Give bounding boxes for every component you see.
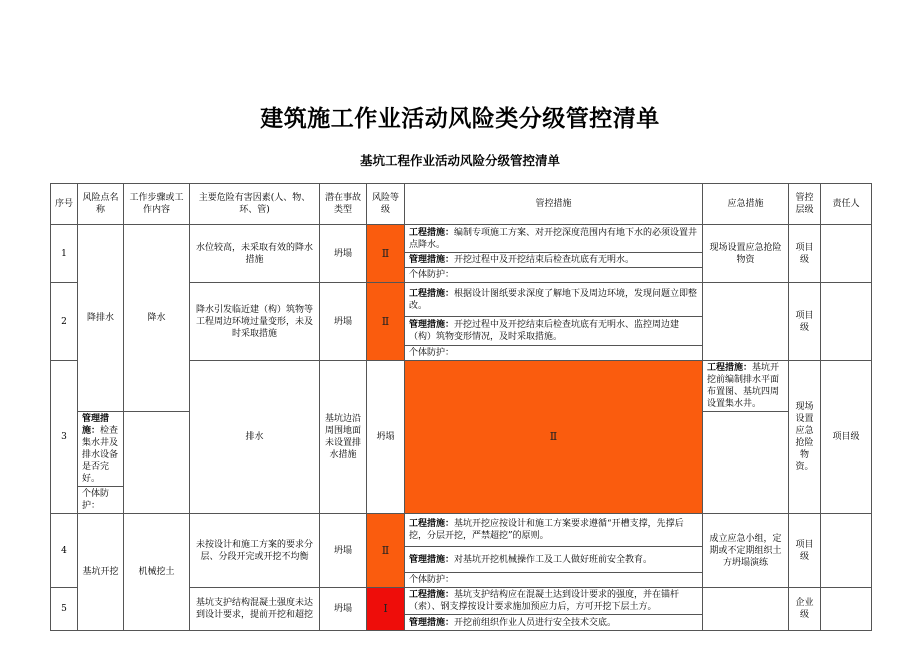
owner-cell <box>821 514 872 588</box>
accident-cell: 坍塌 <box>367 361 405 514</box>
risk-point-cell: 降排水 <box>78 225 124 412</box>
hazard-cell: 基坑支护结构混凝土强度未达到设计要求，提前开挖和超挖 <box>190 588 320 631</box>
table-row <box>51 225 872 253</box>
control-level-cell: 项目级 <box>789 514 821 588</box>
risk-level-badge: Ⅱ <box>405 361 703 514</box>
measure-text: 对基坑开挖机械操作工及工人做好班前安全教育。 <box>454 554 653 565</box>
header-emergency: 应急措施 <box>703 184 789 225</box>
table-row <box>51 514 872 547</box>
header-control-level: 管控层级 <box>789 184 821 225</box>
row-seq: 3 <box>51 361 78 514</box>
engineering-measure <box>703 361 789 412</box>
risk-level-badge: Ⅱ <box>367 514 405 588</box>
owner-cell <box>821 283 872 361</box>
row-seq: 2 <box>51 283 78 361</box>
row-seq: 1 <box>51 225 78 283</box>
control-level-cell: 项目级 <box>821 361 872 514</box>
measure-label: 工程措施： <box>409 590 455 600</box>
page-title: 建筑施工作业活动风险类分级管控清单 <box>260 106 660 132</box>
measure-label: 工程措施： <box>409 288 455 299</box>
engineering-measure <box>405 588 703 615</box>
emergency-cell: 现场设置应急抢险物资。 <box>789 361 821 514</box>
accident-cell: 坍塌 <box>320 283 367 361</box>
management-measure <box>405 253 703 268</box>
header-owner: 责任人 <box>821 184 872 225</box>
measure-text: 基坑开挖应按设计和施工方案要求遵循“开槽支撑，先撑后挖，分层开挖，严禁超挖”的原则。 <box>409 519 684 541</box>
personal-protection <box>78 487 124 514</box>
accident-cell: 坍塌 <box>320 588 367 631</box>
header-control: 管控措施 <box>405 184 703 225</box>
emergency-cell: 现场设置应急抢险物资 <box>703 225 789 283</box>
measure-text: 根据设计图纸要求深度了解地下及周边环境，发现问题立即整改。 <box>409 288 698 311</box>
measure-label: 管理措施： <box>409 320 455 330</box>
measure-text: 基坑支护结构应在混凝土达到设计要求的强度，并在锚杆（索）、钢支撑按设计要求施加预应力后，方可开挖下层土方。 <box>409 590 680 612</box>
accident-cell: 坍塌 <box>320 514 367 588</box>
measure-label: 工程措施： <box>409 227 455 238</box>
measure-label: 个体防护： <box>409 348 455 358</box>
row-seq: 4 <box>51 514 78 588</box>
measure-label: 管理措施： <box>409 554 455 565</box>
owner-cell <box>821 588 872 631</box>
management-measure <box>78 412 124 487</box>
emergency-cell <box>703 588 789 631</box>
risk-level-badge: Ⅱ <box>367 225 405 283</box>
measure-label: 工程措施： <box>409 519 455 529</box>
control-level-cell: 项目级 <box>789 225 821 283</box>
personal-protection <box>405 346 703 361</box>
risk-point-cell: 基坑开挖 <box>78 514 124 631</box>
hazard-cell: 水位较高，未采取有效的降水措施 <box>190 225 320 283</box>
risk-control-table <box>50 183 872 631</box>
measure-label: 个体防护： <box>82 489 110 511</box>
measure-text: 基坑开挖前编制排水平面布置图、基坑四周设置集水井。 <box>707 363 780 409</box>
header-hazard: 主要危险有害因素(人、物、环、管) <box>190 184 320 225</box>
header-row <box>51 184 872 225</box>
measure-label: 管理措施： <box>409 617 455 628</box>
measure-label: 管理措施： <box>82 414 110 436</box>
owner-cell <box>821 225 872 283</box>
measure-text: 开挖过程中及开挖结束后检查坑底有无明水。 <box>454 255 635 265</box>
hazard-cell: 降水引发临近建（构）筑物等工程周边环境过量变形，未及时采取措施 <box>190 283 320 361</box>
engineering-measure <box>405 283 703 317</box>
measure-label: 工程措施： <box>707 363 753 373</box>
header-level: 风险等级 <box>367 184 405 225</box>
emergency-cell: 成立应急小组，定期或不定期组织土方坍塌演练 <box>703 514 789 588</box>
management-measure <box>405 615 703 631</box>
header-risk-point: 风险点名称 <box>78 184 124 225</box>
accident-cell: 坍塌 <box>320 225 367 283</box>
hazard-cell: 未按设计和施工方案的要求分层、分段开完或开挖不均衡 <box>190 514 320 588</box>
control-level-cell: 企业级 <box>789 588 821 631</box>
work-step-cell: 降水 <box>124 225 190 412</box>
personal-protection <box>405 268 703 283</box>
risk-level-badge: Ⅱ <box>367 283 405 361</box>
management-measure <box>405 317 703 346</box>
header-seq: 序号 <box>51 184 78 225</box>
measure-text: 开挖过程中及开挖结束后检查坑底有无明水、监控周边建（构）筑物变形情况，及时采取措施。 <box>409 320 680 342</box>
table-title: 基坑工程作业活动风险分级管控清单 <box>359 153 560 168</box>
hazard-cell: 基坑边沿周围地面未设置排水措施 <box>320 361 367 514</box>
management-measure <box>405 547 703 573</box>
work-step-cell: 机械挖土 <box>124 514 190 631</box>
measure-label: 个体防护： <box>409 270 455 280</box>
measure-label: 管理措施： <box>409 255 455 265</box>
header-accident: 潜在事故类型 <box>320 184 367 225</box>
engineering-measure <box>405 514 703 547</box>
emergency-cell <box>703 283 789 361</box>
measure-text: 开挖前组织作业人员进行安全技术交底。 <box>454 617 617 628</box>
control-level-cell: 项目级 <box>789 283 821 361</box>
measure-text: 检查集水井及排水设备是否完好。 <box>82 426 119 484</box>
engineering-measure <box>405 225 703 253</box>
header-work-step: 工作步骤或工作内容 <box>124 184 190 225</box>
measure-text: 编制专项施工方案、对开挖深度范围内有地下水的必须设置井点降水。 <box>409 227 698 250</box>
work-step-cell: 排水 <box>190 361 320 514</box>
row-seq: 5 <box>51 588 78 631</box>
risk-level-badge: Ⅰ <box>367 588 405 631</box>
measure-label: 个体防护： <box>409 575 455 585</box>
personal-protection <box>405 573 703 588</box>
